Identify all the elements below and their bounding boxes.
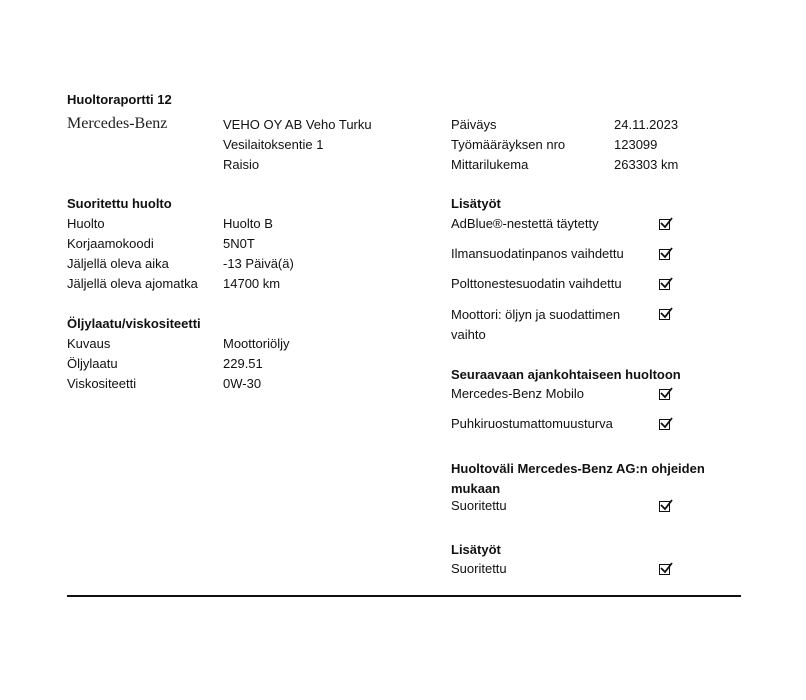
extra-work-item-label: Polttonestesuodatin vaihdettu	[451, 276, 622, 291]
next-service-heading: Seuraavaan ajankohtaiseen huoltoon	[451, 367, 681, 382]
extra-work-item-label: AdBlue®-nestettä täytetty	[451, 216, 599, 231]
report-title: Huoltoraportti 12	[67, 92, 172, 107]
checkbox-checked-icon	[659, 249, 670, 260]
odometer-label: Mittarilukema	[451, 157, 529, 172]
remaining-distance-label: Jäljellä oleva ajomatka	[67, 276, 198, 291]
extra-work-item-label: Moottori: öljyn ja suodattimen vaihto	[451, 307, 621, 342]
extra-work2-heading: Lisätyöt	[451, 542, 501, 557]
oil-quality-label: Öljylaatu	[67, 356, 118, 371]
odometer-value: 263303 km	[614, 157, 679, 172]
oil-description-label: Kuvaus	[67, 336, 111, 351]
oil-quality-value: 229.51	[223, 356, 263, 371]
dealer-city: Raisio	[223, 157, 260, 172]
extra-work2-item-label: Suoritettu	[451, 561, 507, 576]
workshop-code-value: 5N0T	[223, 236, 255, 251]
viscosity-value: 0W-30	[223, 376, 262, 391]
checkbox-checked-icon	[659, 389, 670, 400]
remaining-distance-value: 14700 km	[223, 276, 281, 291]
date-label: Päiväys	[451, 117, 497, 132]
extra-work-item-label: Ilmansuodatinpanos vaihdettu	[451, 246, 624, 261]
service-heading: Suoritettu huolto	[67, 196, 172, 211]
bottom-divider	[67, 595, 741, 597]
dealer-name: VEHO OY AB Veho Turku	[223, 117, 372, 132]
work-order-label: Työmääräyksen nro	[451, 137, 566, 152]
next-service-item-label: Puhkiruostumattomuusturva	[451, 416, 613, 431]
checkbox-checked-icon	[659, 419, 670, 430]
remaining-time-label: Jäljellä oleva aika	[67, 256, 169, 271]
viscosity-label: Viskositeetti	[67, 376, 137, 391]
service-value: Huolto B	[223, 216, 273, 231]
checkbox-checked-icon	[659, 279, 670, 290]
checkbox-checked-icon	[659, 309, 670, 320]
extra-work-heading: Lisätyöt	[451, 196, 501, 211]
workshop-code-label: Korjaamokoodi	[67, 236, 154, 251]
checkbox-checked-icon	[659, 564, 670, 575]
checkbox-checked-icon	[659, 501, 670, 512]
brand-logo-text: Mercedes-Benz	[67, 115, 168, 132]
interval-item-label: Suoritettu	[451, 498, 507, 513]
work-order-value: 123099	[614, 137, 658, 152]
dealer-street: Vesilaitoksentie 1	[223, 137, 324, 152]
remaining-time-value: -13 Päivä(ä)	[223, 256, 294, 271]
next-service-item-label: Mercedes-Benz Mobilo	[451, 386, 584, 401]
oil-description-value: Moottoriöljy	[223, 336, 290, 351]
checkbox-checked-icon	[659, 219, 670, 230]
service-label: Huolto	[67, 216, 105, 231]
oil-heading: Öljylaatu/viskositeetti	[67, 316, 201, 331]
interval-heading: Huoltoväli Mercedes-Benz AG:n ohjeiden mukaan	[451, 461, 705, 496]
date-value: 24.11.2023	[614, 117, 679, 132]
